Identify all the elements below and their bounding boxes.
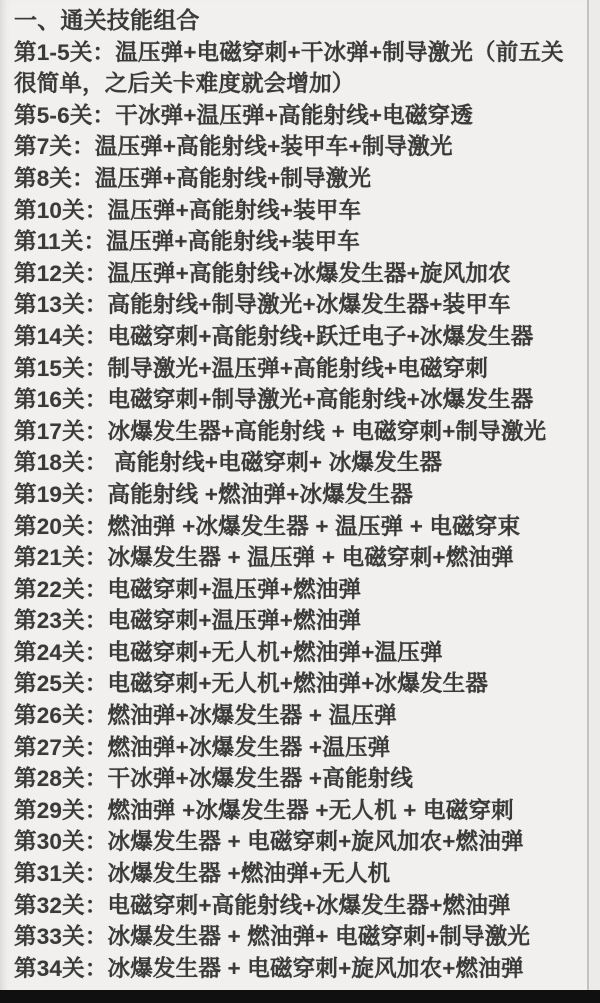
level-skills: 高能射线 +燃油弹+冰爆发生器 xyxy=(107,481,414,507)
bottom-black-bar xyxy=(0,990,600,1003)
level-skills: 温压弹+高能射线+制导激光 xyxy=(94,165,372,191)
level-skills: 电磁穿刺+无人机+燃油弹+温压弹 xyxy=(107,639,443,665)
level-skills: 电磁穿刺+制导激光+高能射线+冰爆发生器 xyxy=(107,387,534,413)
level-label: 第13关： xyxy=(14,292,108,318)
level-entry xyxy=(14,163,582,195)
level-skills: 电磁穿刺+温压弹+燃油弹 xyxy=(107,608,362,634)
level-skills: 冰爆发生器 + 温压弹 + 电磁穿刺+燃油弹 xyxy=(107,545,514,571)
level-entry xyxy=(14,258,582,290)
level-label: 第34关： xyxy=(14,955,108,981)
level-entry xyxy=(14,890,582,922)
level-entry xyxy=(14,795,582,827)
level-entry xyxy=(14,542,582,574)
level-label: 第8关： xyxy=(14,165,95,191)
level-label: 第28关： xyxy=(14,766,108,792)
level-skills: 燃油弹+冰爆发生器 + 温压弹 xyxy=(107,703,397,729)
level-label: 第5-6关： xyxy=(14,102,116,128)
level-label: 第10关： xyxy=(14,197,108,223)
level-skills: 电磁穿刺+温压弹+燃油弹 xyxy=(107,576,362,602)
level-skills: 高能射线+制导激光+冰爆发生器+装甲车 xyxy=(107,292,511,318)
page-title: 一、通关技能组合 xyxy=(14,7,200,33)
level-label: 第26关： xyxy=(14,703,108,729)
level-label: 第25关： xyxy=(14,671,108,697)
level-skills: 干冰弹+冰爆发生器 +高能射线 xyxy=(107,766,414,792)
level-skills: 电磁穿刺+高能射线+冰爆发生器+燃油弹 xyxy=(107,892,511,918)
level-skills: 燃油弹 +冰爆发生器 +无人机 + 电磁穿刺 xyxy=(107,797,514,823)
level-entry xyxy=(14,353,582,385)
level-skills: 冰爆发生器 + 电磁穿刺+旋风加农+燃油弹 xyxy=(107,955,524,981)
level-label: 第32关： xyxy=(14,892,108,918)
page-edge-line xyxy=(587,0,589,1003)
level-skills: 干冰弹+温压弹+高能射线+电磁穿透 xyxy=(115,102,474,128)
level-label: 第21关： xyxy=(14,545,108,571)
level-list xyxy=(14,37,582,985)
level-entry xyxy=(14,321,582,353)
level-entry xyxy=(14,384,582,416)
level-skills: 冰爆发生器 + 电磁穿刺+旋风加农+燃油弹 xyxy=(107,829,524,855)
level-skills: 温压弹+高能射线+装甲车 xyxy=(107,197,362,223)
level-entry xyxy=(14,479,582,511)
level-entry xyxy=(14,289,582,321)
level-skills: 温压弹+高能射线+装甲车+制导激光 xyxy=(94,134,453,160)
level-label: 第12关： xyxy=(14,260,108,286)
level-skills: 燃油弹+冰爆发生器 +温压弹 xyxy=(107,734,391,760)
level-label: 第29关： xyxy=(14,797,108,823)
level-entry xyxy=(14,732,582,764)
level-label: 第30关： xyxy=(14,829,108,855)
level-entry xyxy=(14,605,582,637)
level-entry xyxy=(14,511,582,543)
level-label: 第31关： xyxy=(14,861,108,887)
level-entry xyxy=(14,953,582,985)
level-entry xyxy=(14,763,582,795)
level-entry xyxy=(14,226,582,258)
level-entry xyxy=(14,921,582,953)
level-label: 第14关： xyxy=(14,323,108,349)
level-entry xyxy=(14,826,582,858)
level-entry xyxy=(14,195,582,227)
level-entry xyxy=(14,37,582,100)
level-entry xyxy=(14,447,582,479)
level-skills: 冰爆发生器 +燃油弹+无人机 xyxy=(107,861,391,887)
level-skills: 冰爆发生器+高能射线 + 电磁穿刺+制导激光 xyxy=(107,418,547,444)
level-skills: 高能射线+电磁穿刺+ 冰爆发生器 xyxy=(107,450,443,476)
level-label: 第15关： xyxy=(14,355,108,381)
level-skills: 燃油弹 +冰爆发生器 + 温压弹 + 电磁穿束 xyxy=(107,513,521,539)
level-skills: 温压弹+高能射线+冰爆发生器+旋风加农 xyxy=(107,260,511,286)
level-label: 第19关： xyxy=(14,481,108,507)
level-label: 第16关： xyxy=(14,387,108,413)
level-skills: 电磁穿刺+高能射线+跃迁电子+冰爆发生器 xyxy=(107,323,534,349)
level-label: 第17关： xyxy=(14,418,108,444)
level-label: 第18关： xyxy=(14,450,108,476)
page-edge-highlight xyxy=(589,0,600,1003)
level-label: 第1-5关： xyxy=(14,39,116,65)
level-label: 第24关： xyxy=(14,639,108,665)
level-entry xyxy=(14,100,582,132)
level-entry xyxy=(14,858,582,890)
level-label: 第33关： xyxy=(14,924,108,950)
level-skills: 制导激光+温压弹+高能射线+电磁穿刺 xyxy=(107,355,489,381)
level-entry xyxy=(14,700,582,732)
level-label: 第22关： xyxy=(14,576,108,602)
level-entry xyxy=(14,416,582,448)
level-label: 第20关： xyxy=(14,513,108,539)
level-skills: 电磁穿刺+无人机+燃油弹+冰爆发生器 xyxy=(107,671,489,697)
level-label: 第27关： xyxy=(14,734,108,760)
level-entry xyxy=(14,574,582,606)
level-entry xyxy=(14,637,582,669)
level-label: 第23关： xyxy=(14,608,108,634)
level-entry xyxy=(14,131,582,163)
level-skills: 温压弹+电磁穿刺+干冰弹+制导激光（前五关很简单，之后关卡难度就会增加） xyxy=(14,39,564,97)
level-label: 第7关： xyxy=(14,134,95,160)
level-label: 第11关： xyxy=(14,229,107,255)
level-entry xyxy=(14,668,582,700)
level-skills: 冰爆发生器 + 燃油弹+ 电磁穿刺+制导激光 xyxy=(107,924,531,950)
level-skills: 温压弹+高能射线+装甲车 xyxy=(106,229,360,255)
